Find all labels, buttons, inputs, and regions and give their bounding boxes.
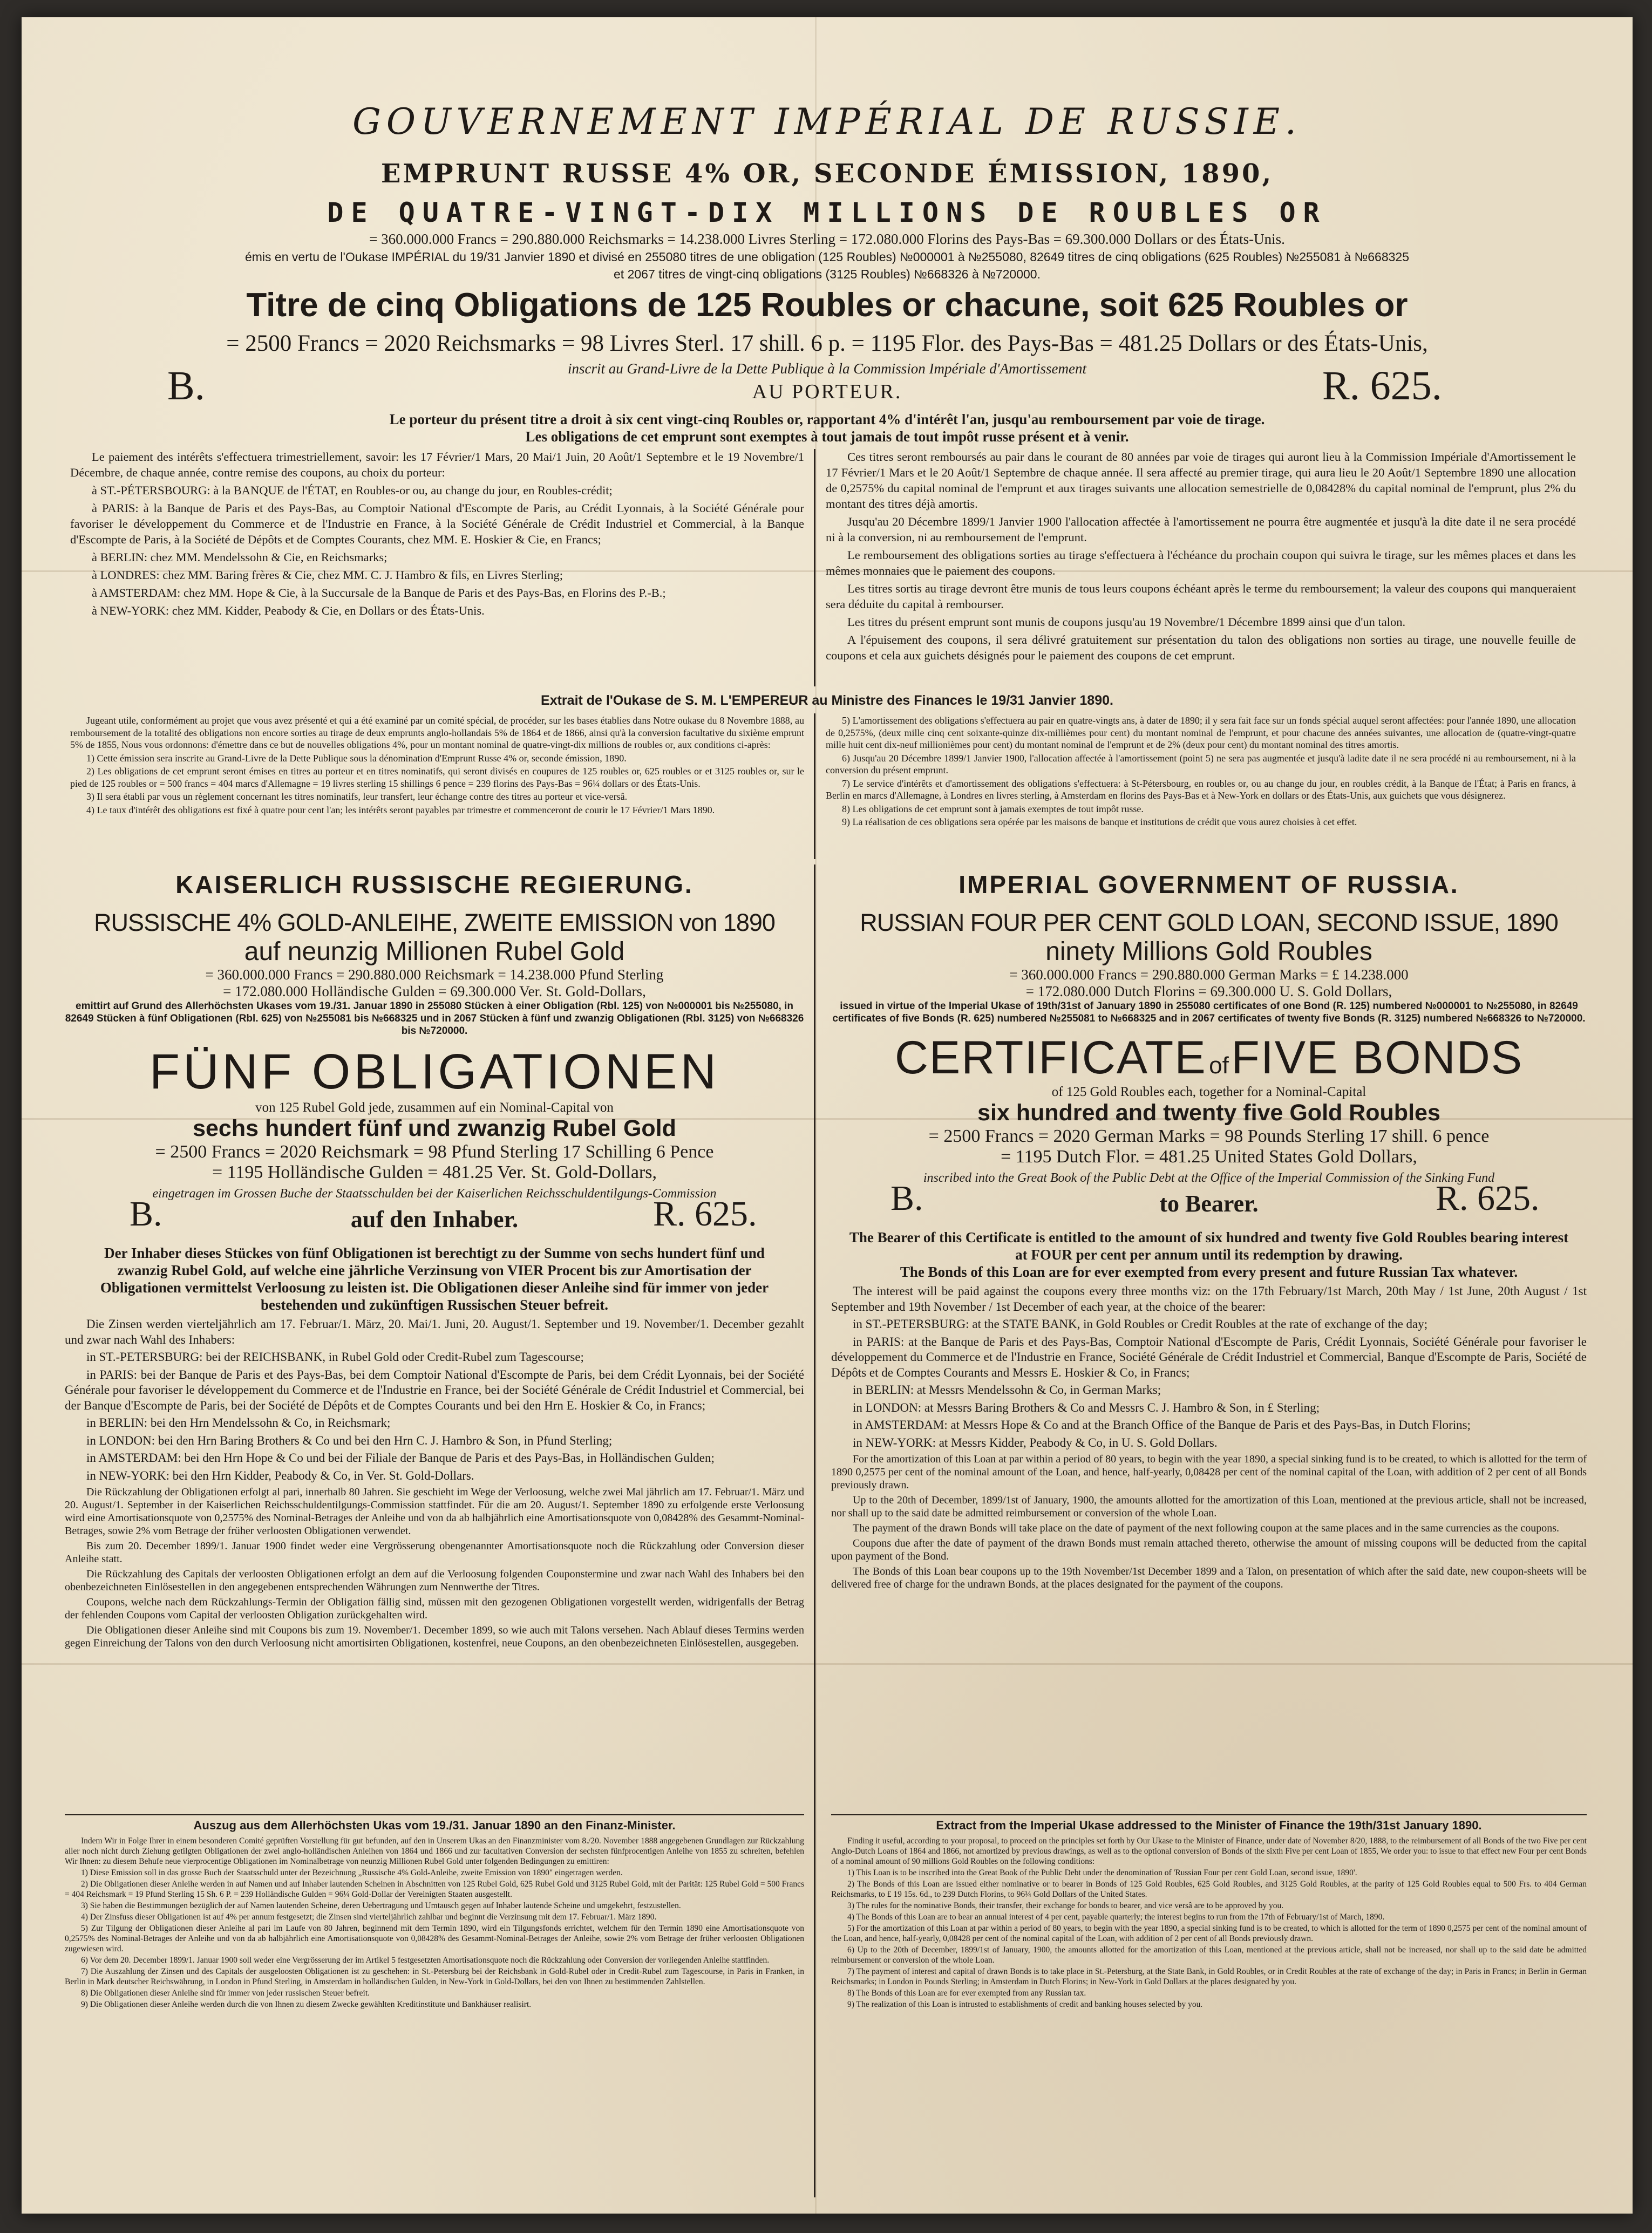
fr-paragraph: Les titres du présent emprunt sont munis de coupons jusqu'au 19 Novembre/1 Décembre 1899 ainsi que d'un talon. bbox=[847, 615, 1406, 629]
de-sum: sechs hundert fünf und zwanzig Rubel Gold bbox=[193, 1115, 676, 1141]
en-equivalents: = 172.080.000 Dutch Florins = 69.300.000 U. S. Gold Dollars, bbox=[1025, 983, 1392, 999]
fr-ukase-paragraph: 9) La réalisation de ces obligations sera opérée par les maisons de banque et institutions de crédit que vous aurez choisies à cet effet. bbox=[842, 816, 1357, 827]
fr-equivalents: = 360.000.000 Francs = 290.880.000 Reichsmarks = 14.238.000 Livres Sterling = 172.080.000 Florins des Pays-Bas = 69.300.000 Dollars or des États-Unis. bbox=[369, 231, 1285, 247]
en-ukase-paragraph: 3) The rules for the nominative Bonds, their transfer, their exchange for bonds to bearer, and vice versâ are to be approved by you. bbox=[847, 1901, 1284, 1910]
de-ukase-paragraph: 9) Die Obligationen dieser Anleihe werden durch die von Ihnen zu diesem Zwecke gewählten Kreditinstitute und Bankhäuser realisirt. bbox=[81, 2000, 532, 2009]
de-paying-agent: in BERLIN: bei den Hrn Mendelssohn & Co, in Reichsmark; bbox=[86, 1416, 391, 1429]
en-ukase-title: Extract from the Imperial Ukase addressed to the Minister of Finance the 19th/31st January 1890. bbox=[936, 1819, 1482, 1832]
fr-paying-agent: à LONDRES: chez MM. Baring frères & Cie, chez MM. C. J. Hambro & fils, en Livres Sterling; bbox=[92, 568, 563, 582]
de-paying-agent: in NEW-YORK: bei den Hrn Kidder, Peabody & Co, in Ver. St. Gold-Dollars. bbox=[86, 1468, 474, 1482]
fr-ukase-left bbox=[70, 714, 804, 817]
en-paragraphs bbox=[831, 1284, 1587, 1591]
de-paying-agent: in ST.-PETERSBURG: bei der REICHSBANK, in Rubel Gold oder Credit-Rubel zum Tagescourse; bbox=[86, 1350, 584, 1364]
fr-tax-exemption: Les obligations de cet emprunt sont exemptes à tout jamais de tout impôt russe présent et à venir. bbox=[525, 428, 1129, 445]
de-ukase-body bbox=[65, 1836, 804, 2010]
fr-emission-line: émis en vertu de l'Oukase IMPÉRIAL du 19/31 Janvier 1890 et divisé en 255080 titres de une obligation (125 Roubles) №000001 à №255080, 82649 titres de cinq obligations (625 Roubles) №255081 à №668325 bbox=[244, 250, 1409, 264]
de-bearer: auf den Inhaber. bbox=[350, 1206, 519, 1233]
en-paying-agent: in ST.-PETERSBURG: at the STATE BANK, in Gold Roubles or Credit Roubles at the rate of exchange of the day; bbox=[853, 1317, 1428, 1331]
fr-ukase-paragraph: 3) Il sera établi par vous un règlement concernant les titres nominatifs, leur transfert, leur échange contre des titres au porteur et vice-versâ. bbox=[86, 791, 628, 802]
fr-certificate-title: Titre de cinq Obligations de 125 Roubles or chacune, soit 625 Roubles or bbox=[246, 287, 1408, 324]
de-ukase-paragraph: 1) Diese Emission soll in das grosse Buch der Staatsschuld unter der Bezeichnung „Russische 4% Gold-Anleihe, zweite Emission von 1890" eingetragen werden. bbox=[81, 1868, 623, 1877]
en-paying-agent: in PARIS: at the Banque de Paris et des Pays-Bas, Comptoir National d'Escompte de Paris, Crédit Lyonnais, Société Générale pour favoriser le développement du Commerce et de l'Industrie en France, Société Générale de Crédit Industriel et Commercial, Banque d'Escompte de Paris, Société de Dépôts et de Comptes Courants and Messrs E. Hoskier & Co, in Francs; bbox=[831, 1335, 1587, 1379]
de-ukase-paragraph: 6) Vor dem 20. December 1899/1. Januar 1900 soll weder eine Vergrösserung der im Artikel 5 festgesetzten Amortisationsquote noch die Rückzahlung oder Conversion der vorliegenden Anleihe stattfinden. bbox=[81, 1956, 770, 1965]
en-ukase-paragraph: 9) The realization of this Loan is intrusted to establishments of credit and banking houses selected by you. bbox=[847, 2000, 1203, 2009]
en-column bbox=[831, 870, 1587, 1593]
en-bearer: to Bearer. bbox=[1159, 1190, 1259, 1217]
en-amount-sign: R. 625. bbox=[1436, 1179, 1540, 1218]
fr-title: GOUVERNEMENT IMPÉRIAL DE RUSSIE. bbox=[352, 101, 1302, 142]
de-paying-agent: in AMSTERDAM: bei den Hrn Hope & Co und bei der Filiale der Banque de Paris et des Pays-Bas, in Holländischen Gulden; bbox=[86, 1451, 715, 1465]
fr-paying-agent: à NEW-YORK: chez MM. Kidder, Peabody & Cie, en Dollars or des États-Unis. bbox=[92, 604, 485, 617]
en-paragraph: The payment of the drawn Bonds will take place on the date of payment of the next following coupon at the same places and in the same currencies as the coupons. bbox=[853, 1522, 1560, 1534]
de-certificate-title: FÜNF OBLIGATIONEN bbox=[149, 1044, 720, 1099]
de-nominal: von 125 Rubel Gold jede, zusammen auf ein Nominal-Capital von bbox=[255, 1100, 614, 1115]
en-paying-agent: in AMSTERDAM: at Messrs Hope & Co and at the Branch Office of the Banque de Paris et des Pays-Bas, in Dutch Florins; bbox=[853, 1418, 1471, 1432]
fr-amount-title: DE QUATRE-VINGT-DIX MILLIONS DE ROUBLES OR bbox=[327, 197, 1327, 228]
en-certificate-of: of bbox=[1209, 1052, 1229, 1079]
fr-ukase-paragraph: 4) Le taux d'intérêt des obligations est fixé à quatre pour cent l'an; les intérêts seront payables par trimestre et commenceront de courir le 17 Février/1 Mars 1890. bbox=[86, 804, 715, 815]
en-certificate-title bbox=[831, 1031, 1587, 1085]
de-inscription: eingetragen im Grossen Buche der Staatsschulden bei der Kaiserlichen Reichsschuldentilgungs-Commission bbox=[152, 1187, 717, 1201]
de-ukase-section bbox=[65, 1814, 804, 2011]
de-amount-sign: R. 625. bbox=[653, 1194, 757, 1234]
fr-inscription: inscrit au Grand-Livre de la Dette Publique à la Commission Impériale d'Amortissement bbox=[568, 360, 1086, 377]
de-paragraph: Die Obligationen dieser Anleihe sind mit Coupons bis zum 19. November/1. December 1899, so wie auch mit Talons versehen. Nach Ablauf dieses Termins werden gegen Einreichung der Talons von den durch Verloosung nicht amortisirten Obligationen, kostenfrei, neue Coupons, an den obenbezeichneten Einlösestellen, ausgegeben. bbox=[65, 1624, 804, 1649]
en-ukase-paragraph: 7) The payment of interest and capital of drawn Bonds is to take place in St.-Petersburg, at the State Bank, in Gold Roubles, or in Credit Roubles at the rate of exchange of the day; in Paris in Francs; in Berlin in German Reichsmarks; in London in Pounds Sterling; in Amsterdam in Dutch Florins; in New-York in Gold Dollars at the places designated by you. bbox=[831, 1967, 1587, 1986]
en-emission: issued in virtue of the Imperial Ukase of 19th/31st of January 1890 in 255080 certificates of one Bond (R. 125) numbered №000001 to №255080, in 82649 certificates of five Bonds (R. 625) numbered №255081 to №668325 and in 2067 certificates of twenty five Bonds (R. 3125) numbered №668326 to №720000. bbox=[832, 1000, 1586, 1024]
fr-ukase-paragraph: Jugeant utile, conformément au projet que vous avez présenté et qui a été examiné par un comité spécial, de procéder, sur les bases établies dans Notre oukase du 8 Novembre 1888, au remboursement de la totalité des obligations non encore sorties au tirage de deux emprunts anglo-hollandais 5% de 1864 et de 1866, ainsi qu'à la conversion facultative du sixième emprunt 5% de 1855, Nous vous ordonnons: d'émettre dans ce but de nouvelles obligations 4%, pour un montant nominal de quatre-vingt-dix millions de roubles or, aux conditions ci-après: bbox=[70, 715, 804, 750]
en-bearer-row bbox=[831, 1179, 1587, 1229]
de-paying-agent: in PARIS: bei der Banque de Paris et des Pays-Bas, bei dem Comptoir National d'Escompte de Paris, bei dem Crédit Lyonnais, bei der Société Générale pour favoriser le développement du Commerce et de l'Industrie en France, bei der Société Générale de Crédit Industriel et Commercial, bei der Banque d'Escompte de Paris, bei der Société de Dépôts et de Comptes Courants und bei den Hrn E. Hoskier & Co, in Francs; bbox=[65, 1367, 804, 1412]
de-title: KAISERLICH RUSSISCHE REGIERUNG. bbox=[175, 870, 694, 898]
en-paragraph: The interest will be paid against the coupons every three months viz: on the 17th February/1st March, 20th May / 1st June, 20th August / 1st September and 19th November / 1st December of each year, at the choice of the bearer: bbox=[831, 1284, 1587, 1313]
fr-paragraph: Les titres sortis au tirage devront être munis de tous leurs coupons échéant après le terme du remboursement; la valeur des coupons qui manqueraient sera déduite du capital à rembourser. bbox=[826, 582, 1576, 611]
en-certificate-word: CERTIFICATE bbox=[894, 1032, 1207, 1084]
fr-ukase-paragraph: 8) Les obligations de cet emprunt sont à jamais exemptes de tout impôt russe. bbox=[842, 803, 1144, 814]
fr-paragraph: A l'épuisement des coupons, il sera délivré gratuitement sur présentation du talon des obligations non sorties au tirage, une nouvelle feuille de coupons et cela aux guichets désignés pour le paiement des coupons de cet emprunt. bbox=[826, 633, 1576, 662]
fr-amount: R. 625. bbox=[1322, 363, 1442, 409]
fr-paragraph: Jusqu'au 20 Décembre 1899/1 Janvier 1900 l'allocation affectée à l'amortissement ne pourra être augmentée et jusqu'à la dite date il ne sera procédé ni à la conversion, ni au remboursement de l'emprunt. bbox=[826, 515, 1576, 544]
en-ukase-paragraph: 8) The Bonds of this Loan are for ever exempted from any Russian tax. bbox=[847, 1989, 1086, 1998]
fr-ukase-paragraph: 2) Les obligations de cet emprunt seront émises en titres au porteur et en titres nominatifs, qui seront divisés en coupures de 125 roubles or, 625 roubles or et 3125 roubles or, sur le pied de 125 roubles or = 500 francs = 404 marcs d'Allemagne = 19 livres sterling 15 shillings 6 pence = 239 florins des Pays-Bas = 96¼ dollars or des États-Unis. bbox=[70, 766, 804, 789]
de-ukase-title: Auszug aus dem Allerhöchsten Ukas vom 19./31. Januar 1890 an den Finanz-Minister. bbox=[193, 1819, 676, 1832]
fr-ukase-paragraph: 5) L'amortissement des obligations s'effectuera au pair en quatre-vingts ans, à dater de 1890; il y sera fait face sur un fonds spécial auquel seront affectées: pour l'année 1890, une allocation de 0,2575%, (deux mille cinq cent soixante-quinze dix-millièmes pour cent) du montant nominal de l'emprunt, et pour chacune des années suivantes, une allocation de (quatre-vingt-quatre mille huit cent dix-neuf millionièmes pour cent) du montant nominal de l'emprunt et de 2% (deux pour cent) du montant nominal des titres amortis. bbox=[826, 715, 1576, 750]
fr-paragraph: Le paiement des intérêts s'effectuera trimestriellement, savoir: les 17 Février/1 Mars, 20 Mai/1 Juin, 20 Août/1 Septembre et le 19 Novembre/1 Décembre, de chaque année, contre remise des coupons, au choix du porteur: bbox=[70, 450, 804, 479]
fr-paragraph: Ces titres seront remboursés au pair dans le courant de 80 années par voie de tirages qui auront lieu à la Commission Impériale d'Amortissement le 17 Février/1 Mars et le 20 Août/1 Septembre de chaque année. Il sera affecté au premier tirage, qui aura lieu le 20 Août/1 Septembre 1890 une allocation de 0,2575% du capital nominal de l'emprunt et aux tirages suivants une allocation semestrielle de 0,08428% du capital nominal de l'emprunt, plus 2% du montant des titres déjà amortis. bbox=[826, 450, 1576, 510]
en-title: IMPERIAL GOVERNMENT OF RUSSIA. bbox=[958, 870, 1459, 898]
de-amount: auf neunzig Millionen Rubel Gold bbox=[244, 937, 625, 966]
en-ukase-paragraph: 6) Up to the 20th of December, 1899/1st of January, 1900, the amounts allotted for the amortization of this Loan, mentioned at the previous article, shall not be increased, nor shall up to the said date be admitted reimbursement or conversion of the whole Loan. bbox=[831, 1945, 1587, 1965]
de-column bbox=[65, 870, 804, 1652]
de-paragraphs bbox=[65, 1317, 804, 1650]
column-divider bbox=[814, 864, 815, 2197]
fr-left-column bbox=[70, 449, 804, 621]
en-loan-title: RUSSIAN FOUR PER CENT GOLD LOAN, SECOND ISSUE, 1890 bbox=[860, 909, 1558, 936]
en-ukase-paragraph: 2) The Bonds of this Loan are issued either nominative or to bearer in Bonds of 125 Gold Roubles, 625 Gold Roubles, and 3125 Gold Roubles, at the parity of 125 Gold Roubles equal to 500 Frs. to 404 German Reichsmarks, to £ 19 15s. 6d., to 239 Dutch Florins, to 96¼ Gold Dollars of the United States. bbox=[831, 1880, 1587, 1899]
fr-loan-title: EMPRUNT RUSSE 4% OR, SECONDE ÉMISSION, 1890, bbox=[380, 159, 1274, 189]
fr-certificate-equivalents: = 2500 Francs = 2020 Reichsmarks = 98 Livres Sterl. 17 shill. 6 p. = 1195 Flor. des Pays-Bas = 481.25 Dollars or des États-Unis, bbox=[226, 331, 1428, 356]
de-equivalents: = 2500 Francs = 2020 Reichsmark = 98 Pfund Sterling 17 Schilling 6 Pence bbox=[155, 1142, 714, 1162]
de-ukase-paragraph: 3) Sie haben die Bestimmungen bezüglich der auf Namen lautenden Scheine, deren Uebertragung und Umtausch gegen auf Inhaber lautende Scheine und umgekehrt, festzustellen. bbox=[81, 1901, 681, 1910]
bond-certificate bbox=[22, 17, 1633, 2214]
en-sum: six hundred and twenty five Gold Roubles bbox=[977, 1100, 1440, 1126]
de-paragraph: Die Rückzahlung des Capitals der verloosten Obligationen erfolgt an dem auf die Verloosung folgenden Couponstermine und zwar nach Wahl des Inhabers bei den obenbezeichneten Einlösestellen in den angegebenen entsprechenden Währungen zum Nennwerthe der Titres. bbox=[65, 1568, 804, 1593]
fr-paying-agent: à PARIS: à la Banque de Paris et des Pays-Bas, au Comptoir National d'Escompte de Paris, au Crédit Lyonnais, à la Société Générale pour favoriser le développement du Commerce et de l'Industrie en France, à la Société Générale de Crédit Industriel et Commercial, à la Banque d'Escompte de Paris, à la Société de Dépôts et de Comptes Courants, chez MM. E. Hoskier & Cie, en Francs; bbox=[70, 501, 804, 546]
fr-paying-agent: à AMSTERDAM: chez MM. Hope & Cie, à la Succursale de la Banque de Paris et des Pays-Bas, en Florins des P.-B.; bbox=[92, 586, 666, 600]
fr-ukase-paragraph: 7) Le service d'intérêts et d'amortissement des obligations s'effectuera: à St-Pétersbourg, en roubles or, ou au change du jour, en roubles crédit, à la Banque de l'État; à Paris en francs, à Berlin en marcs d'Allemagne, à Londres en livres sterling, à Amsterdam en florins des Pays-Bas et à New-York en dollars or des États-Unis, aux guichets que vous désignerez. bbox=[826, 778, 1576, 801]
fr-ukase-paragraph: 6) Jusqu'au 20 Décembre 1899/1 Janvier 1900, l'allocation affectée à l'amortissement (point 5) ne sera pas augmentée et jusqu'à ladite date il ne sera procédé ni au remboursement, ni à la conversion du présent emprunt. bbox=[826, 752, 1576, 775]
fold-line bbox=[22, 1663, 1633, 1665]
fr-ukase-paragraph: 1) Cette émission sera inscrite au Grand-Livre de la Dette Publique sous la dénomination d'Emprunt Russe 4% or, seconde émission, 1890. bbox=[86, 752, 627, 764]
en-tax-exemption: The Bonds of this Loan are for ever exempted from every present and future Russian Tax whatever. bbox=[900, 1264, 1518, 1280]
de-ukase-paragraph: Indem Wir in Folge Ihrer in einem besonderen Comité geprüften Vorstellung für gut befunden, auf den in Unserem Ukas an den Finanzminister vom 8./20. November 1888 angegebenen Grundlagen zur Rückzahlung aller noch nicht durch Ziehung getilgten Obligationen der zwei anglo-holländischen Anleihen von 1864 und 1866 und zur facultativen Conversion der sechsten fünfprocentigen Anleihe von 1855 zu schreiten, befehlen Wir Ihnen: zu diesem Behufe neue vierprocentige Obligationen im Nominalbetrage von neunzig Millionen Rubel Gold unter folgenden Bedingungen zu emittiren: bbox=[65, 1836, 804, 1866]
en-paying-agent: in NEW-YORK: at Messrs Kidder, Peabody & Co, in U. S. Gold Dollars. bbox=[853, 1435, 1218, 1449]
en-ukase-body bbox=[831, 1836, 1587, 2010]
en-ukase-paragraph: 4) The Bonds of this Loan are to bear an annual interest of 4 per cent, payable quarterly; the interest begins to run from the 17th of February/1st of March, 1890. bbox=[847, 1912, 1385, 1922]
fr-bearer-text: Le porteur du présent titre a droit à six cent vingt-cinq Roubles or, rapportant 4% d'intérêt l'an, jusqu'au remboursement par voie de tirage. bbox=[389, 411, 1265, 427]
de-series: B. bbox=[130, 1194, 162, 1234]
de-paragraph: Die Rückzahlung der Obligationen erfolgt al pari, innerhalb 80 Jahren. Sie geschieht im Wege der Verloosung, welche zwei Mal jährlich am 17. Februar/1. März und 20. August/1. September in der Kaiserlichen Reichsschuldentilgungs-Commission stattfindet. Für die am 20. August/1. September 1890 zu erfolgende erste Verloosung wird eine Amortisationsquote von 0,2575% des Nominal-Betrages der Anleihe und von da ab halbjährlich eine Amortisationsquote von 0,08428% des Gesammt-Nominal-Betrages, sowie 2% vom Betrage der früher verloosten Obligationen verwendet. bbox=[65, 1486, 804, 1537]
fr-paying-agent: à ST.-PÉTERSBOURG: à la BANQUE de l'ÉTAT, en Roubles-or ou, au change du jour, en Roubles-crédit; bbox=[92, 484, 613, 497]
en-paragraph: For the amortization of this Loan at par within a period of 80 years, to begin with the year 1890, a special sinking fund is to be created, to which is allotted for the term of 1890 0,2575 per cent of the nominal amount of the Loan, and hence, half-yearly, 0,08428 per cent of the nominal capital of the Loan, with addition of 2 per cent of all Bonds previously drawn. bbox=[831, 1453, 1587, 1491]
fr-series: B. bbox=[167, 363, 205, 409]
de-paragraph: Coupons, welche nach dem Rückzahlungs-Termin der Obligation fällig sind, müssen mit den gezogenen Obligationen vorgestellt werden, widrigenfalls der Betrag der fehlenden Coupons vom Capital der verloosten Obligation zurückgehalten wird. bbox=[65, 1596, 804, 1621]
fr-emission-line: et 2067 titres de vingt-cinq obligations (3125 Roubles) №668326 à №720000. bbox=[614, 267, 1041, 281]
en-equivalents: = 1195 Dutch Flor. = 481.25 United States Gold Dollars, bbox=[1001, 1147, 1417, 1167]
de-ukase-paragraph: 2) Die Obligationen dieser Anleihe werden in auf Namen und auf Inhaber lautenden Scheinen in Abschnitten von 125 Rubel Gold, 625 Rubel Gold und 3125 Rubel Gold, mit der Parität: 125 Rubel Gold = 500 Francs = 404 Reichsmark = 19 Pfund Sterling 15 Sh. 6 P. = 239 Holländische Gulden = 96¼ Gold-Dollar der Vereinigten Staaten ausgestellt. bbox=[65, 1880, 804, 1899]
de-paragraph: Bis zum 20. December 1899/1. Januar 1900 findet weder eine Vergrösserung obengenannter Amortisationsquote noch die Rückzahlung oder Conversion dieser Anleihe statt. bbox=[65, 1540, 804, 1565]
en-ukase-paragraph: Finding it useful, according to your proposal, to proceed on the principles set forth by Our Ukase to the Minister of Finance, under date of November 8/20, 1888, to the reimbursement of all Bonds of the two Five per cent Anglo-Dutch Loans of 1864 and 1866, not amortized by previous drawings, as well as to the optional conversion of Bonds of the sixth Five per cent Loan of 1855, We order you: to issue to that effect new Four per cent Bonds of a nominal amount of 90 millions Gold Roubles on the following conditions: bbox=[831, 1836, 1587, 1866]
de-equivalents: = 172.080.000 Holländische Gulden = 69.300.000 Ver. St. Gold-Dollars, bbox=[223, 983, 646, 999]
de-equivalents: = 1195 Holländische Gulden = 481.25 Ver. St. Gold-Dollars, bbox=[212, 1162, 657, 1182]
en-equivalents: = 360.000.000 Francs = 290.880.000 German Marks = £ 14.238.000 bbox=[1009, 966, 1409, 983]
de-emission: emittirt auf Grund des Allerhöchsten Ukases vom 19./31. Januar 1890 in 255080 Stücken à einer Obligation (Rbl. 125) von №000001 bis №255080, in 82649 Stücken à fünf Obligationen (Rbl. 625) von №255081 bis №668325 und in 2067 Stücken à fünf und zwanzig Obligationen (Rbl. 3125) von №668326 bis №720000. bbox=[65, 1000, 804, 1037]
fr-ukase-title: Extrait de l'Oukase de S. M. L'EMPEREUR au Ministre des Finances le 19/31 Janvier 1890. bbox=[541, 693, 1113, 708]
de-ukase-paragraph: 4) Der Zinsfuss dieser Obligationen ist auf 4% per annum festgesetzt; die Zinsen sind vierteljährlich zahlbar und beginnt die Verzinsung mit dem 17. Februar/1. März 1890. bbox=[81, 1912, 657, 1922]
en-inscription: inscribed into the Great Book of the Public Debt at the Office of the Imperial Commission of the Sinking Fund bbox=[923, 1171, 1495, 1185]
de-ukase-paragraph: 5) Zur Tilgung der Obligationen dieser Anleihe al pari im Laufe von 80 Jahren, beginnend mit dem Termin 1890, wird ein Tilgungsfonds errichtet, welchem für den Termin 1890 eine Amortisationsquote von 0,2575% des Nominal-Betrages der Anleihe und von da ab halbjährlich eine Amortisationsquote von 0,08428% des Gesammt-Nominal-Betrages der Anleihe, sowie 2% vom Betrage der früher verloosten Obligationen zugewiesen wird. bbox=[65, 1924, 804, 1953]
en-paragraph: The Bonds of this Loan bear coupons up to the 19th November/1st December 1899 and a Talon, on presentation of which after the said date, new coupon-sheets will be delivered free of charge for the undrawn Bonds, at the places designated for the payment of the coupons. bbox=[831, 1565, 1587, 1590]
de-loan-title: RUSSISCHE 4% GOLD-ANLEIHE, ZWEITE EMISSION von 1890 bbox=[94, 909, 775, 936]
fr-bearer: AU PORTEUR. bbox=[752, 380, 902, 403]
de-ukase-paragraph: 8) Die Obligationen dieser Anleihe sind für immer von jeder russischen Steuer befreit. bbox=[81, 1989, 370, 1998]
en-paragraph: Up to the 20th of December, 1899/1st of January, 1900, the amounts allotted for the amortization of this Loan, mentioned at the previous article, shall not be increased, nor shall up to the said date be admitted reimbursement or conversion of the whole Loan. bbox=[831, 1494, 1587, 1519]
en-paying-agent: in LONDON: at Messrs Baring Brothers & Co and Messrs C. J. Hambro & Son, in £ Sterling; bbox=[853, 1400, 1320, 1414]
en-equivalents: = 2500 Francs = 2020 German Marks = 98 Pounds Sterling 17 shill. 6 pence bbox=[928, 1126, 1490, 1146]
fr-right-column bbox=[826, 449, 1576, 665]
column-divider bbox=[814, 713, 815, 859]
de-equivalents: = 360.000.000 Francs = 290.880.000 Reichsmark = 14.238.000 Pfund Sterling bbox=[205, 966, 664, 983]
de-paragraph: Die Zinsen werden vierteljährlich am 17. Februar/1. März, 20. Mai/1. Juni, 20. August/1. September und 19. November/1. December gezahlt und zwar nach Wahl des Inhabers: bbox=[65, 1317, 804, 1346]
de-bearer-text: Der Inhaber dieses Stückes von fünf Obligationen ist berechtigt zu der Summe von sechs hundert fünf und zwanzig Rubel Gold, auf welche eine jährliche Verzinsung von VIER Procent bis zur Amortisation der Obligationen vermittelst Verloosung zu leisten ist. Die Obligationen dieser Anleihe sind für immer von jeder bestehenden und zukünftigen Russischen Steuer befreit. bbox=[100, 1245, 769, 1313]
de-ukase-paragraph: 7) Die Auszahlung der Zinsen und des Capitals der ausgeloosten Obligationen ist zu geschehen: in St.-Petersburg bei der Reichsbank in Gold-Rubel oder in Credit-Rubel zum Tagescourse, in Paris in Franken, in Berlin in Mark deutscher Reichswährung, in London in Pfund Sterling, in Amsterdam in holländischen Gulden, in New-York in Gold-Dollars, bei den von Ihnen zu bestimmenden Zahlstellen. bbox=[65, 1967, 804, 1986]
fr-paying-agent: à BERLIN: chez MM. Mendelssohn & Cie, en Reichsmarks; bbox=[92, 550, 387, 564]
en-paragraph: Coupons due after the date of payment of the drawn Bonds must remain attached thereto, otherwise the amount of missing coupons will be deducted from the capital upon payment of the Bond. bbox=[831, 1537, 1587, 1562]
en-series: B. bbox=[890, 1179, 923, 1218]
en-five-bonds: FIVE BONDS bbox=[1231, 1032, 1524, 1084]
en-paying-agent: in BERLIN: at Messrs Mendelssohn & Co, in German Marks; bbox=[853, 1383, 1161, 1397]
de-paying-agent: in LONDON: bei den Hrn Baring Brothers & Co und bei den Hrn C. J. Hambro & Son, in Pfund Sterling; bbox=[86, 1433, 613, 1447]
en-nominal: of 125 Gold Roubles each, together for a Nominal-Capital bbox=[1051, 1085, 1367, 1099]
fr-paragraph: Le remboursement des obligations sorties au tirage s'effectuera à l'échéance du prochain coupon qui suivra le tirage, sur les mêmes places et dans les mêmes monnaies que le paiement des coupons. bbox=[826, 548, 1576, 577]
en-ukase-section bbox=[831, 1814, 1587, 2011]
fr-ukase-right bbox=[826, 714, 1576, 829]
en-ukase-paragraph: 5) For the amortization of this Loan at par within a period of 80 years, to begin with the year 1890, a special sinking fund is to be created, to which is allotted for the term of 1890 0,2575 per cent of the nominal amount of the Loan, and hence, half-yearly, 0,08428 per cent of the nominal capital of the Loan, with addition of 2 per cent of all Bonds previously drawn. bbox=[831, 1924, 1587, 1943]
en-amount: ninety Millions Gold Roubles bbox=[1045, 937, 1372, 966]
en-bearer-text: The Bearer of this Certificate is entitled to the amount of six hundred and twenty five Gold Roubles bearing interest at FOUR per cent per annum until its redemption by drawing. bbox=[849, 1229, 1569, 1263]
column-divider bbox=[814, 449, 815, 686]
en-ukase-paragraph: 1) This Loan is to be inscribed into the Great Book of the Public Debt under the denomination of 'Russian Four per cent Gold Loan, second issue, 1890'. bbox=[847, 1868, 1357, 1877]
